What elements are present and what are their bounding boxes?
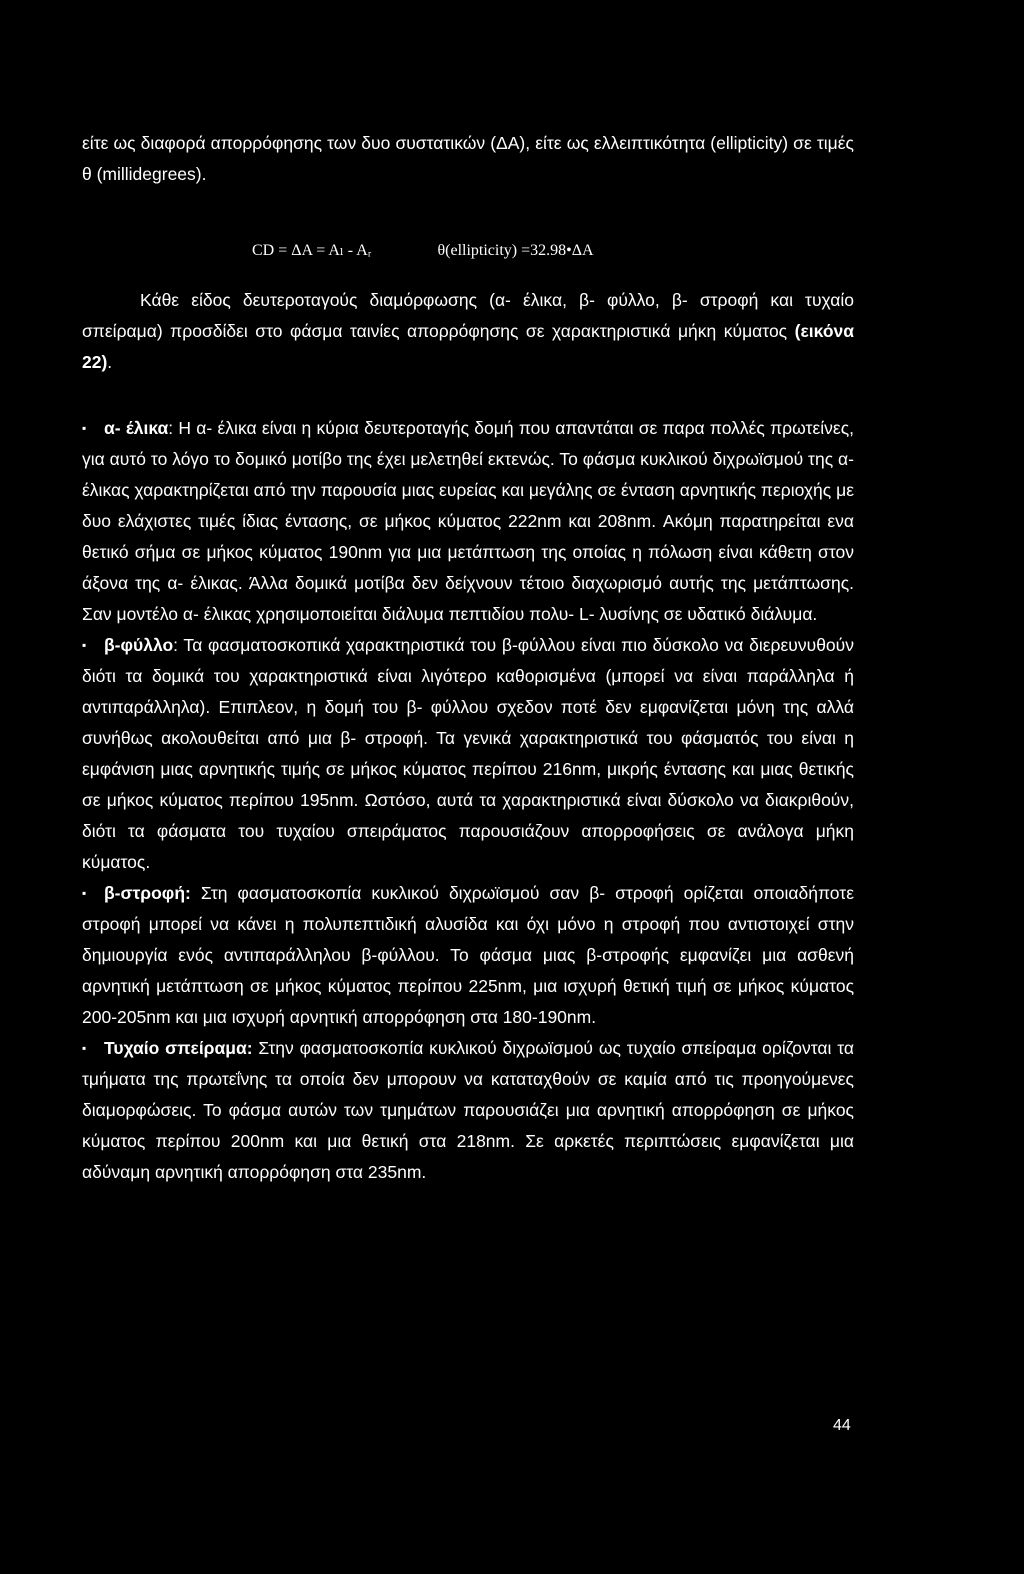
body-text-end: . — [107, 352, 113, 372]
bullet-term: Τυχαίο σπείραμα: — [104, 1038, 253, 1058]
bullet-beta-turn — [82, 878, 854, 1033]
bullet-text: Στη φασματοσκοπία κυκλικού διχρωϊσμού σαν β- στροφή ορίζεται οποιαδήποτε στροφή μπορεί να κάνει η πολυπεπτιδική αλυσίδα και όχι μόνο η στροφή που αντιστοιχεί στην δημιουργία ενός αντιπαράλληλου β-φύλλου. Το φάσμα μιας β-στροφής εμφανίζει μια ασθενή αρνητική μετάπτωση σε μήκος κύματος περίπου 225nm, μια ισχυρή θετική τιμή σε μήκος κύματος 200-205nm και μια ισχυρή αρνητική απορρόφηση στα 180-190nm. — [82, 883, 854, 1027]
bullet-marker-icon: ▪ — [82, 886, 87, 900]
bullet-list — [82, 413, 854, 1188]
bullet-marker-icon: ▪ — [82, 638, 87, 652]
bullet-random-coil — [82, 1033, 854, 1188]
body-paragraph — [82, 285, 854, 378]
bullet-term: α- έλικα — [104, 418, 169, 438]
bullet-marker-icon: ▪ — [82, 421, 87, 435]
ellipticity-formula: θ(ellipticity) =32.98•ΔA — [437, 242, 594, 259]
intro-paragraph: είτε ως διαφορά απορρόφησης των δυο συστατικών (ΔΑ), είτε ως ελλειπτικότητα (ellipticity) σε τιμές θ (millidegrees). — [82, 133, 854, 184]
cd-formula: CD = ΔA = Aₗ - Aᵣ — [252, 242, 372, 259]
bullet-alpha-helix — [82, 413, 854, 630]
bullet-marker-icon: ▪ — [82, 1041, 87, 1055]
bullet-beta-sheet — [82, 630, 854, 878]
bullet-term: β-στροφή: — [104, 883, 191, 903]
formula-line — [252, 240, 594, 260]
bullet-text: : Η α- έλικα είναι η κύρια δευτεροταγής δομή που απαντάται σε παρα πολλές πρωτείνες, για αυτό το λόγο το δομικό μοτίβο της έχει μελετηθεί εκτενώς. Το φάσμα κυκλικού διχρωϊσμού της α- έλικας χαρακτηρίζεται από την παρουσία μιας ευρείας και μεγάλης σε ένταση αρνητικής περιοχής με δυο ελάχιστες τιμές ίδιας έντασης, σε μήκος κύματος 222nm και 208nm. Ακόμη παρατηρείται ενα θετικό σήμα σε μήκος κύματος 190nm για μια μετάπτωση της οποίας η πόλωση είναι κάθετη στον άξονα της α- έλικας. Άλλα δομικά μοτίβα δεν δείχνουν τέτοιο διαχωρισμό αυτής της μετάπτωσης. Σαν μοντέλο α- έλικας χρησιμοποιείται διάλυμα πεπτιδίου πολυ- L- λυσίνης σε υδατικό διάλυμα. — [82, 418, 855, 624]
bullet-term: β-φύλλο — [104, 635, 174, 655]
body-text: Κάθε είδος δευτεροταγούς διαμόρφωσης (α- έλικα, β- φύλλο, β- στροφή και τυχαίο σπείραμα) προσδίδει στο φάσμα ταινίες απορρόφησης σε χαρακτηριστικά μήκη κύματος — [82, 290, 854, 341]
bullet-text: Στην φασματοσκοπία κυκλικού διχρωϊσμού ως τυχαίο σπείραμα ορίζονται τα τμήματα της πρωτεΐνης τα οποία δεν μπορουν να καταταχθούν σε καμία από τις προηγούμενες διαμορφώσεις. Το φάσμα αυτών των τμημάτων παρουσιάζει μια αρνητική απορρόφηση σε μήκος κύματος περίπου 200nm και μια θετική στα 218nm. Σε αρκετές περιπτώσεις εμφανίζεται μια αδύναμη αρνητική απορρόφηση στα 235nm. — [82, 1038, 854, 1182]
figure-reference: (εικόνα 22) — [82, 321, 854, 372]
page-number: 44 — [833, 1417, 851, 1434]
bullet-text: : Τα φασματοσκοπικά χαρακτηριστικά του β-φύλλου είναι πιο δύσκολο να διερευνυθούν διότι τα δομικά του χαρακτηριστικά είναι λιγότερο καθορισμένα (μπορεί να είναι παράλληλα ή αντιπαράλληλα). Επιπλεον, η δομή του β- φύλλου σχεδον ποτέ δεν εμφανίζεται μόνη της αλλά συνήθως ακολουθείται από μια β- στροφή. Τα γενικά χαρακτηριστικά του φάσματός του είναι η εμφάνιση μιας αρνητικής τιμής σε μήκος κύματος περίπου 216nm, μικρής έντασης και μιας θετικής σε μήκος κύματος περίπου 195nm. Ωστόσο, αυτά τα χαρακτηριστικά είναι δύσκολο να διακριθούν, διότι τα φάσματα του τυχαίου σπειράματος παρουσιάζουν απορροφήσεις σε ανάλογα μήκη κύματος. — [82, 635, 854, 872]
